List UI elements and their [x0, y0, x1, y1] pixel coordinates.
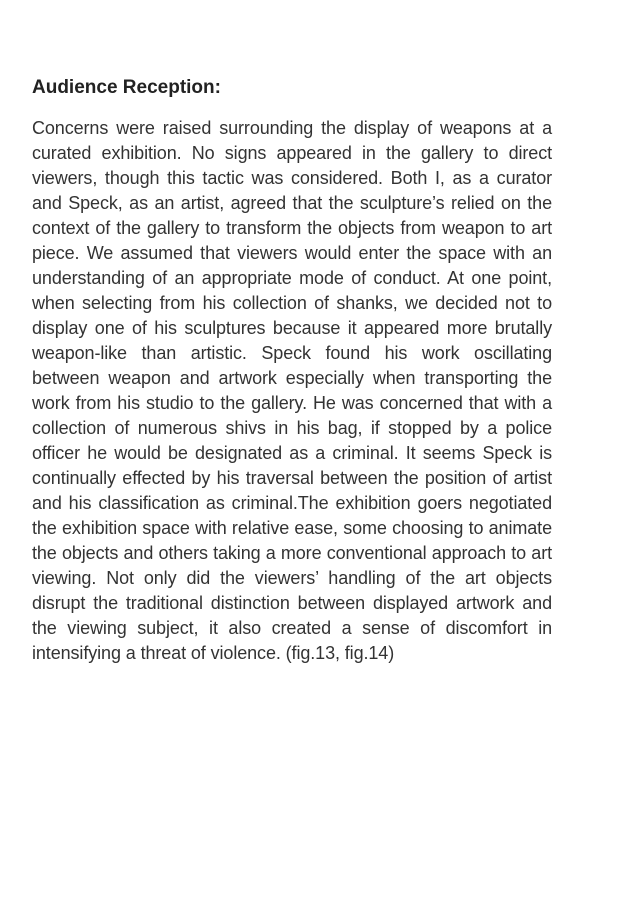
section-heading: Audience Reception: [32, 77, 221, 98]
body-paragraph: Concerns were raised surrounding the display of weapons at a curated exhibition. No signs appeared in the gallery to direct viewers, though this tactic was considered. Both I, as a curator and Speck, as an artist, agreed that the sculpture’s relied on the context of the gallery to transform the objects from weapon to art piece. We assumed that viewers would enter the space with an understanding of an appropriate mode of conduct. At one point, when selecting from his collection of shanks, we decided not to display one of his sculptures because it appeared more brutally weapon-like than artistic. Speck found his work oscillating between weapon and artwork especially when transporting the work from his studio to the gallery. He was concerned that with a collection of numerous shivs in his bag, if stopped by a police officer he would be designated as a criminal. It seems Speck is continually effected by his traversal between the position of artist and his classification as criminal.The exhibition goers negotiated the exhibition space with relative ease, some choosing to animate the objects and others taking a more conventional approach to art viewing. Not only did the viewers’ handling of the art objects disrupt the traditional distinction between displayed artwork and the viewing subject, it also created a sense of discomfort in intensifying a threat of violence. (fig.13, fig.14) [32, 118, 552, 663]
document-page [32, 76, 552, 666]
